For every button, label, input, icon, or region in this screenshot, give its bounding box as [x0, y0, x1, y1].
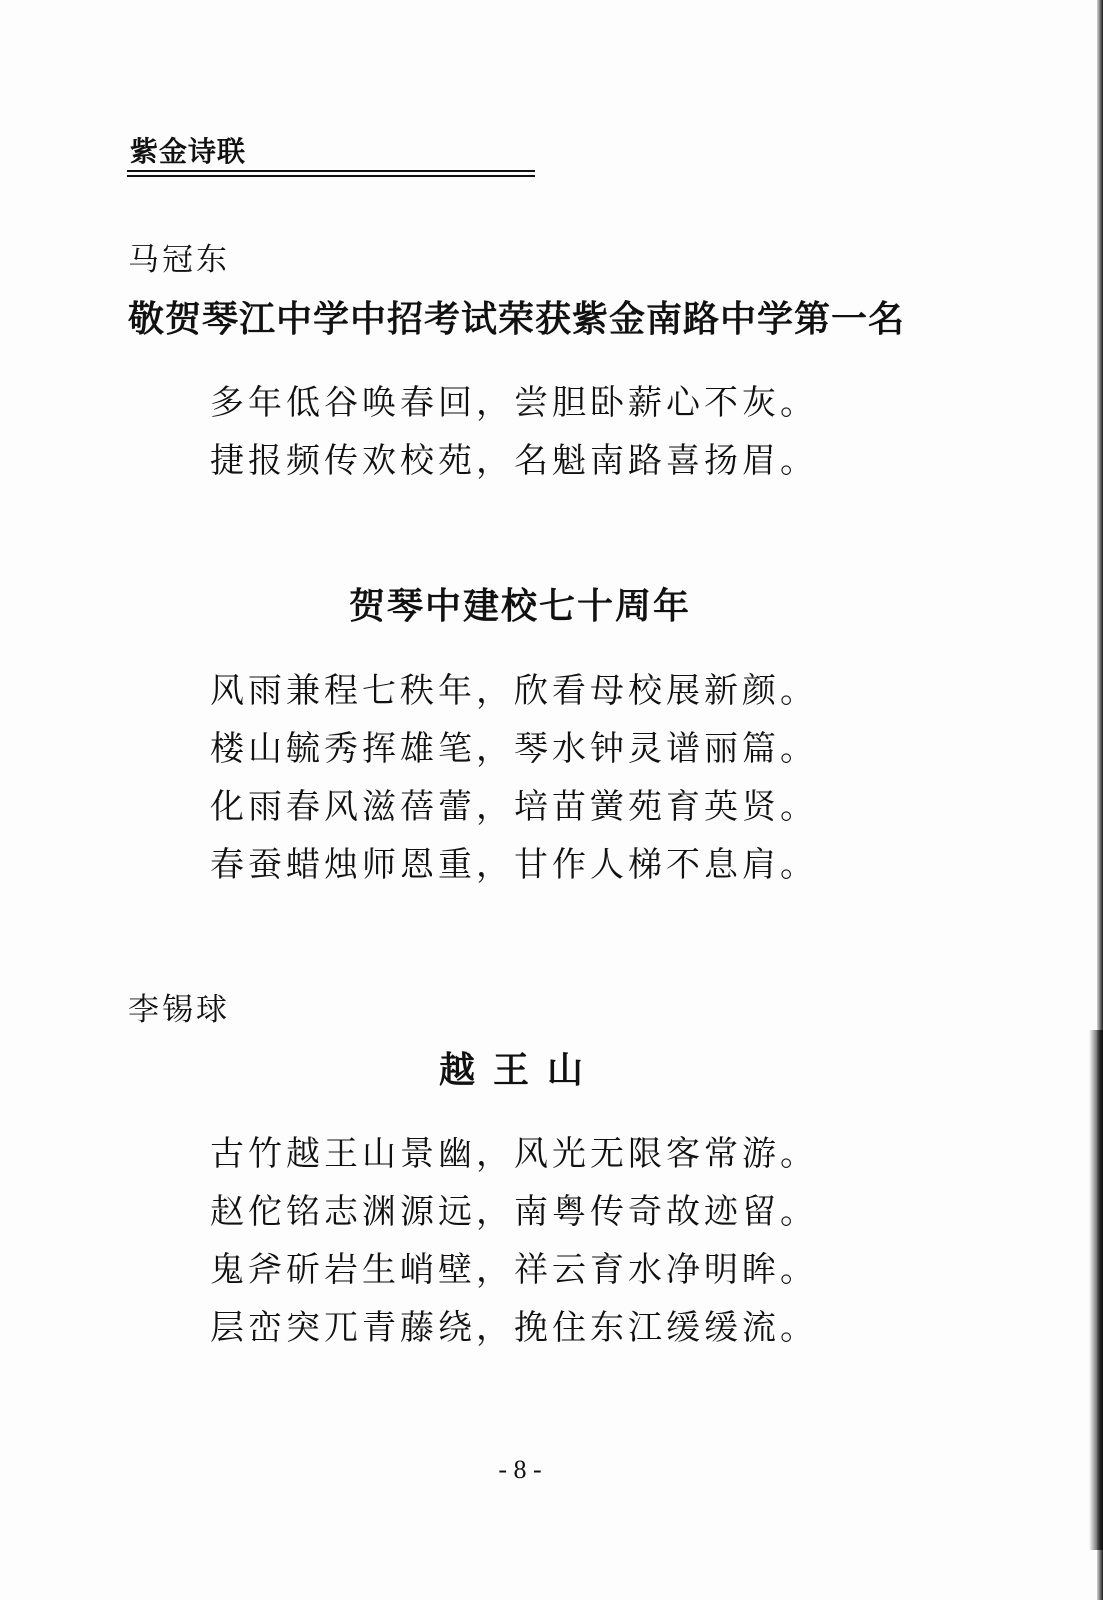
verse-line: 捷报频传欢校苑，名魁南路喜扬眉。: [210, 441, 818, 481]
page-number: - 8 -: [498, 1455, 542, 1484]
scan-edge-shadow: [1089, 1030, 1103, 1550]
verse-line: 化雨春风滋蓓蕾，培苗黉苑育英贤。: [210, 787, 818, 827]
running-header: [130, 136, 246, 168]
author-name: 李锡球: [128, 992, 230, 1028]
verse-line: 赵佗铭志渊源远，南粤传奇故迹留。: [210, 1192, 818, 1232]
poem-title: 敬贺琴江中学中招考试荣获紫金南路中学第一名: [128, 298, 906, 340]
header-title: 紫金诗联: [130, 135, 247, 168]
verse-line: 多年低谷唤春回，尝胆卧薪心不灰。: [210, 383, 818, 423]
verse-line: 古竹越王山景幽，风光无限客常游。: [210, 1134, 818, 1174]
verse-line: 春蚕蜡烛师恩重，甘作人梯不息肩。: [210, 845, 818, 885]
poem-title: 贺琴中建校七十周年: [348, 585, 691, 627]
verse-line: 楼山毓秀挥雄笔，琴水钟灵谱丽篇。: [210, 729, 818, 769]
header-rule-secondary: [127, 175, 535, 177]
verse-line: 层峦突兀青藤绕，挽住东江缓缓流。: [210, 1308, 818, 1348]
poem-verses: [210, 662, 818, 894]
header-rule: [127, 170, 535, 172]
author-name: 马冠东: [128, 242, 230, 278]
poem-title: 越王山: [438, 1049, 601, 1091]
poem-verses: [210, 1125, 818, 1357]
poem-verses: [210, 374, 818, 490]
verse-line: 鬼斧斫岩生峭壁，祥云育水净明眸。: [210, 1250, 818, 1290]
verse-line: 风雨兼程七秩年，欣看母校展新颜。: [210, 671, 818, 711]
